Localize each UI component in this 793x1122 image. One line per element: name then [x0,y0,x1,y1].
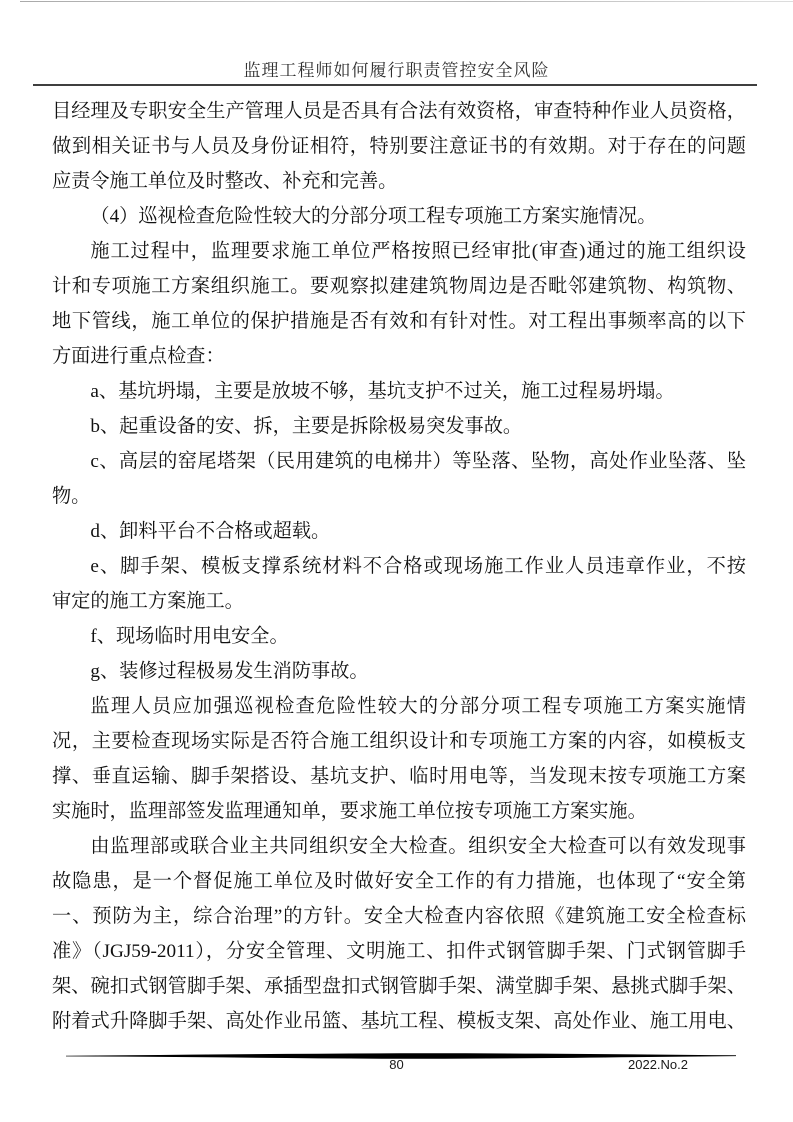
body-line: 故隐患，是一个督促施工单位及时做好安全工作的有力措施，也体现了“安全第 [52,871,746,892]
footer-rule [66,1047,736,1055]
body-line: 目经理及专职安全生产管理人员是否具有合法有效资格，审查特种作业人员资格， [52,101,746,122]
body-line: 做到相关证书与人员及身份证相符，特别要注意证书的有效期。对于存在的问题 [52,136,746,157]
body-line: 应责令施工单位及时整改、补充和完善。 [52,171,398,192]
body-text [52,94,746,1039]
body-line: a、基坑坍塌，主要是放坡不够，基坑支护不过关，施工过程易坍塌。 [90,381,675,402]
header-rule [33,84,757,86]
running-header-title: 监理工程师如何履行职责管控安全风险 [243,61,550,80]
body-line: （4）巡视检查危险性较大的分部分项工程专项施工方案实施情况。 [90,206,657,227]
body-line: g、装修过程极易发生消防事故。 [90,661,369,682]
page-number: 80 [389,1057,404,1072]
body-line: 监理人员应加强巡视检查危险性较大的分部分项工程专项施工方案实施情 [90,696,746,717]
body-line: 况，主要检查现场实际是否符合施工组织设计和专项施工方案的内容，如模板支 [52,731,746,752]
body-line: 撑、垂直运输、脚手架搭设、基坑支护、临时用电等，当发现末按专项施工方案 [52,766,746,787]
body-line: b、起重设备的安、拆，主要是拆除极易突发事故。 [90,416,523,437]
body-line: 架、碗扣式钢管脚手架、承插型盘扣式钢管脚手架、满堂脚手架、悬挑式脚手架、 [52,976,746,997]
body-line: 计和专项施工方案组织施工。要观察拟建建筑物周边是否毗邻建筑物、构筑物、 [52,276,746,297]
issue-number: 2022.No.2 [628,1057,688,1072]
body-line: 一、预防为主，综合治理”的方针。安全大检查内容依照《建筑施工安全检查标 [52,906,746,927]
body-line: 施工过程中，监理要求施工单位严格按照已经审批(审查)通过的施工组织设 [90,241,746,262]
body-line: 实施时，监理部签发监理通知单，要求施工单位按专项施工方案实施。 [52,801,647,822]
body-line: f、现场临时用电安全。 [90,626,289,647]
body-line: 准》（JGJ59-2011），分安全管理、文明施工、扣件式钢管脚手架、门式钢管脚手 [52,941,746,962]
body-line: 由监理部或联合业主共同组织安全大检查。组织安全大检查可以有效发现事 [90,836,746,857]
scan-edge-artifact [20,1,793,2]
body-line: 地下管线，施工单位的保护措施是否有效和有针对性。对工程出事频率高的以下 [52,311,746,332]
body-line: d、卸料平台不合格或超载。 [90,521,331,542]
body-line: 方面进行重点检查： [52,346,225,367]
body-line: c、高层的窑尾塔架（民用建筑的电梯井）等坠落、坠物，高处作业坠落、坠 [90,451,746,472]
body-line: 审定的施工方案施工。 [52,591,244,612]
body-line: e、脚手架、模板支撑系统材料不合格或现场施工作业人员违章作业，不按 [90,556,746,577]
body-line: 物。 [52,486,91,507]
body-line: 附着式升降脚手架、高处作业吊篮、基坑工程、模板支架、高处作业、施工用电、 [52,1011,746,1032]
